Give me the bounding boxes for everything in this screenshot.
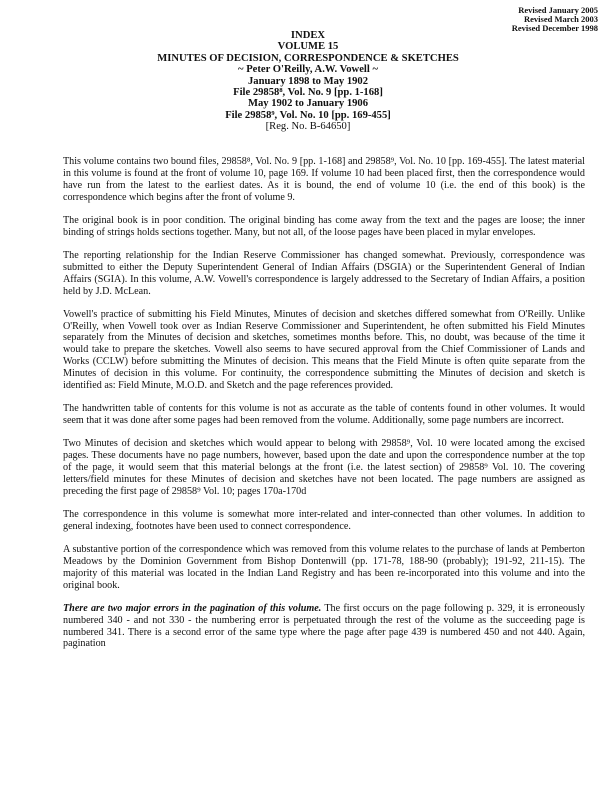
paragraph: The handwritten table of contents for this volume is not as accurate as the table of contents found in other volumes. It would seem that it was done after some pages had been removed from the volume. Additionally, some page numbers are incorrect. <box>63 403 585 427</box>
paragraph-pagination-errors <box>63 603 585 651</box>
document-title: MINUTES OF DECISION, CORRESPONDENCE & SKETCHES <box>157 52 459 64</box>
paragraph: The correspondence in this volume is somewhat more inter-related and inter-connected than other volumes. In addition to general indexing, footnotes have been used to connect correspondence. <box>63 508 585 532</box>
paragraph-rest: The first occurs on the page following p. 329, it is erroneously numbered 340 - and not 330 - the numbering error is perpetuated through the rest of the volume as the succeeding page is numbered 341. There is a second error of the same type where the page after page 439 is numbered 450 and not 440. Again, pagination <box>63 602 585 650</box>
paragraph: This volume contains two bound files, 29858⁸, Vol. No. 9 [pp. 1-168] and 29858⁹, Vol. No. 10 [pp. 169-455]. The latest material in this volume is found at the front of volume 10, page 169. If volume 10 had been placed first, then the correspondence would have run from the latest to the earliest dates. As it is bound, the end of volume 10 (i.e. the end of this book) is the correspondence which begins after the front of volume 9. <box>63 156 585 203</box>
document-header <box>0 30 616 133</box>
revision-notes <box>512 6 598 33</box>
file-ref-1: File 29858⁸, Vol. No. 9 [pp. 1-168] <box>233 87 383 99</box>
index-heading: INDEX <box>290 30 326 41</box>
paragraph: A substantive portion of the correspondence which was removed from this volume relates to the purchase of lands at Pemberton Meadows by the Dominion Government from Bishop Dontenwill (pp. 171-78, 188-90 (probably); 191-92, 211-15). The majority of this material was located in the Indian Land Registry and has been re-incorporated into this volume and into the original book. <box>63 543 585 591</box>
emphasis-text: There are two major errors in the pagination of this volume. <box>63 602 322 614</box>
document-body <box>63 156 585 662</box>
authors-line: ~ Peter O'Reilly, A.W. Vowell ~ <box>238 64 378 76</box>
registration-number: [Reg. No. B-64650] <box>265 121 351 133</box>
paragraph: The original book is in poor condition. The original binding has come away from the text and the pages are loose; the inner binding of strings holds sections together. Many, but not all, of the loose pages have been placed in mylar envelopes. <box>63 214 585 238</box>
date-range-1: January 1898 to May 1902 <box>247 75 369 87</box>
paragraph: The reporting relationship for the Indian Reserve Commissioner has changed somewhat. Previously, correspondence was submitted to either the Deputy Superintendent General of Indian Affairs (DSGIA) or the Superintendent General of Indian Affairs (SGIA). In this volume, A.W. Vowell's correspondence is largely addressed to the Secretary of Indian Affairs, a position held by J.D. McLean. <box>63 249 585 297</box>
date-range-2: May 1902 to January 1906 <box>247 98 369 110</box>
paragraph: Vowell's practice of submitting his Field Minutes, Minutes of decision and sketches differed somewhat from O'Reilly. Unlike O'Reilly, when Vowell took over as Indian Reserve Commissioner and Superintendent, he often submitted his Field Minutes separately from the Minutes of decision and sketches, sometimes months before. This, no doubt, was because of the time it would take to prepare the sketches. Vowell also seems to have secured approval from the Chief Commissioner of Lands and Works (CCLW) before submitting the Minutes of decision. This means that the Field Minute is often quite separate from the Minutes of decision in this volume. For continuity, the correspondence submitting the Minutes of decision and sketch is identified as: Field Minute, M.O.D. and Sketch and the page references provided. <box>63 308 585 392</box>
revision-line: Revised March 2003 <box>524 14 598 24</box>
paragraph: Two Minutes of decision and sketches which would appear to belong with 29858⁹, Vol. 10 were located among the excised pages. These documents have no page numbers, however, based upon the date and upon the correspondence number at the top of the page, it would seem that this material belongs at the front (i.e. the latest section) of 29858⁹ Vol. 10. The covering letters/field minutes for these Minutes of decision and sketches have not been located. The page numbers are assigned as preceding the first page of 29858⁹ Vol. 10; pages 170a-170d <box>63 438 585 497</box>
file-ref-2: File 29858⁹, Vol. No. 10 [pp. 169-455] <box>225 109 391 121</box>
revision-line: Revised January 2005 <box>518 5 598 15</box>
revision-line: Revised December 1998 <box>511 23 598 33</box>
volume-heading: VOLUME 15 <box>277 41 339 53</box>
